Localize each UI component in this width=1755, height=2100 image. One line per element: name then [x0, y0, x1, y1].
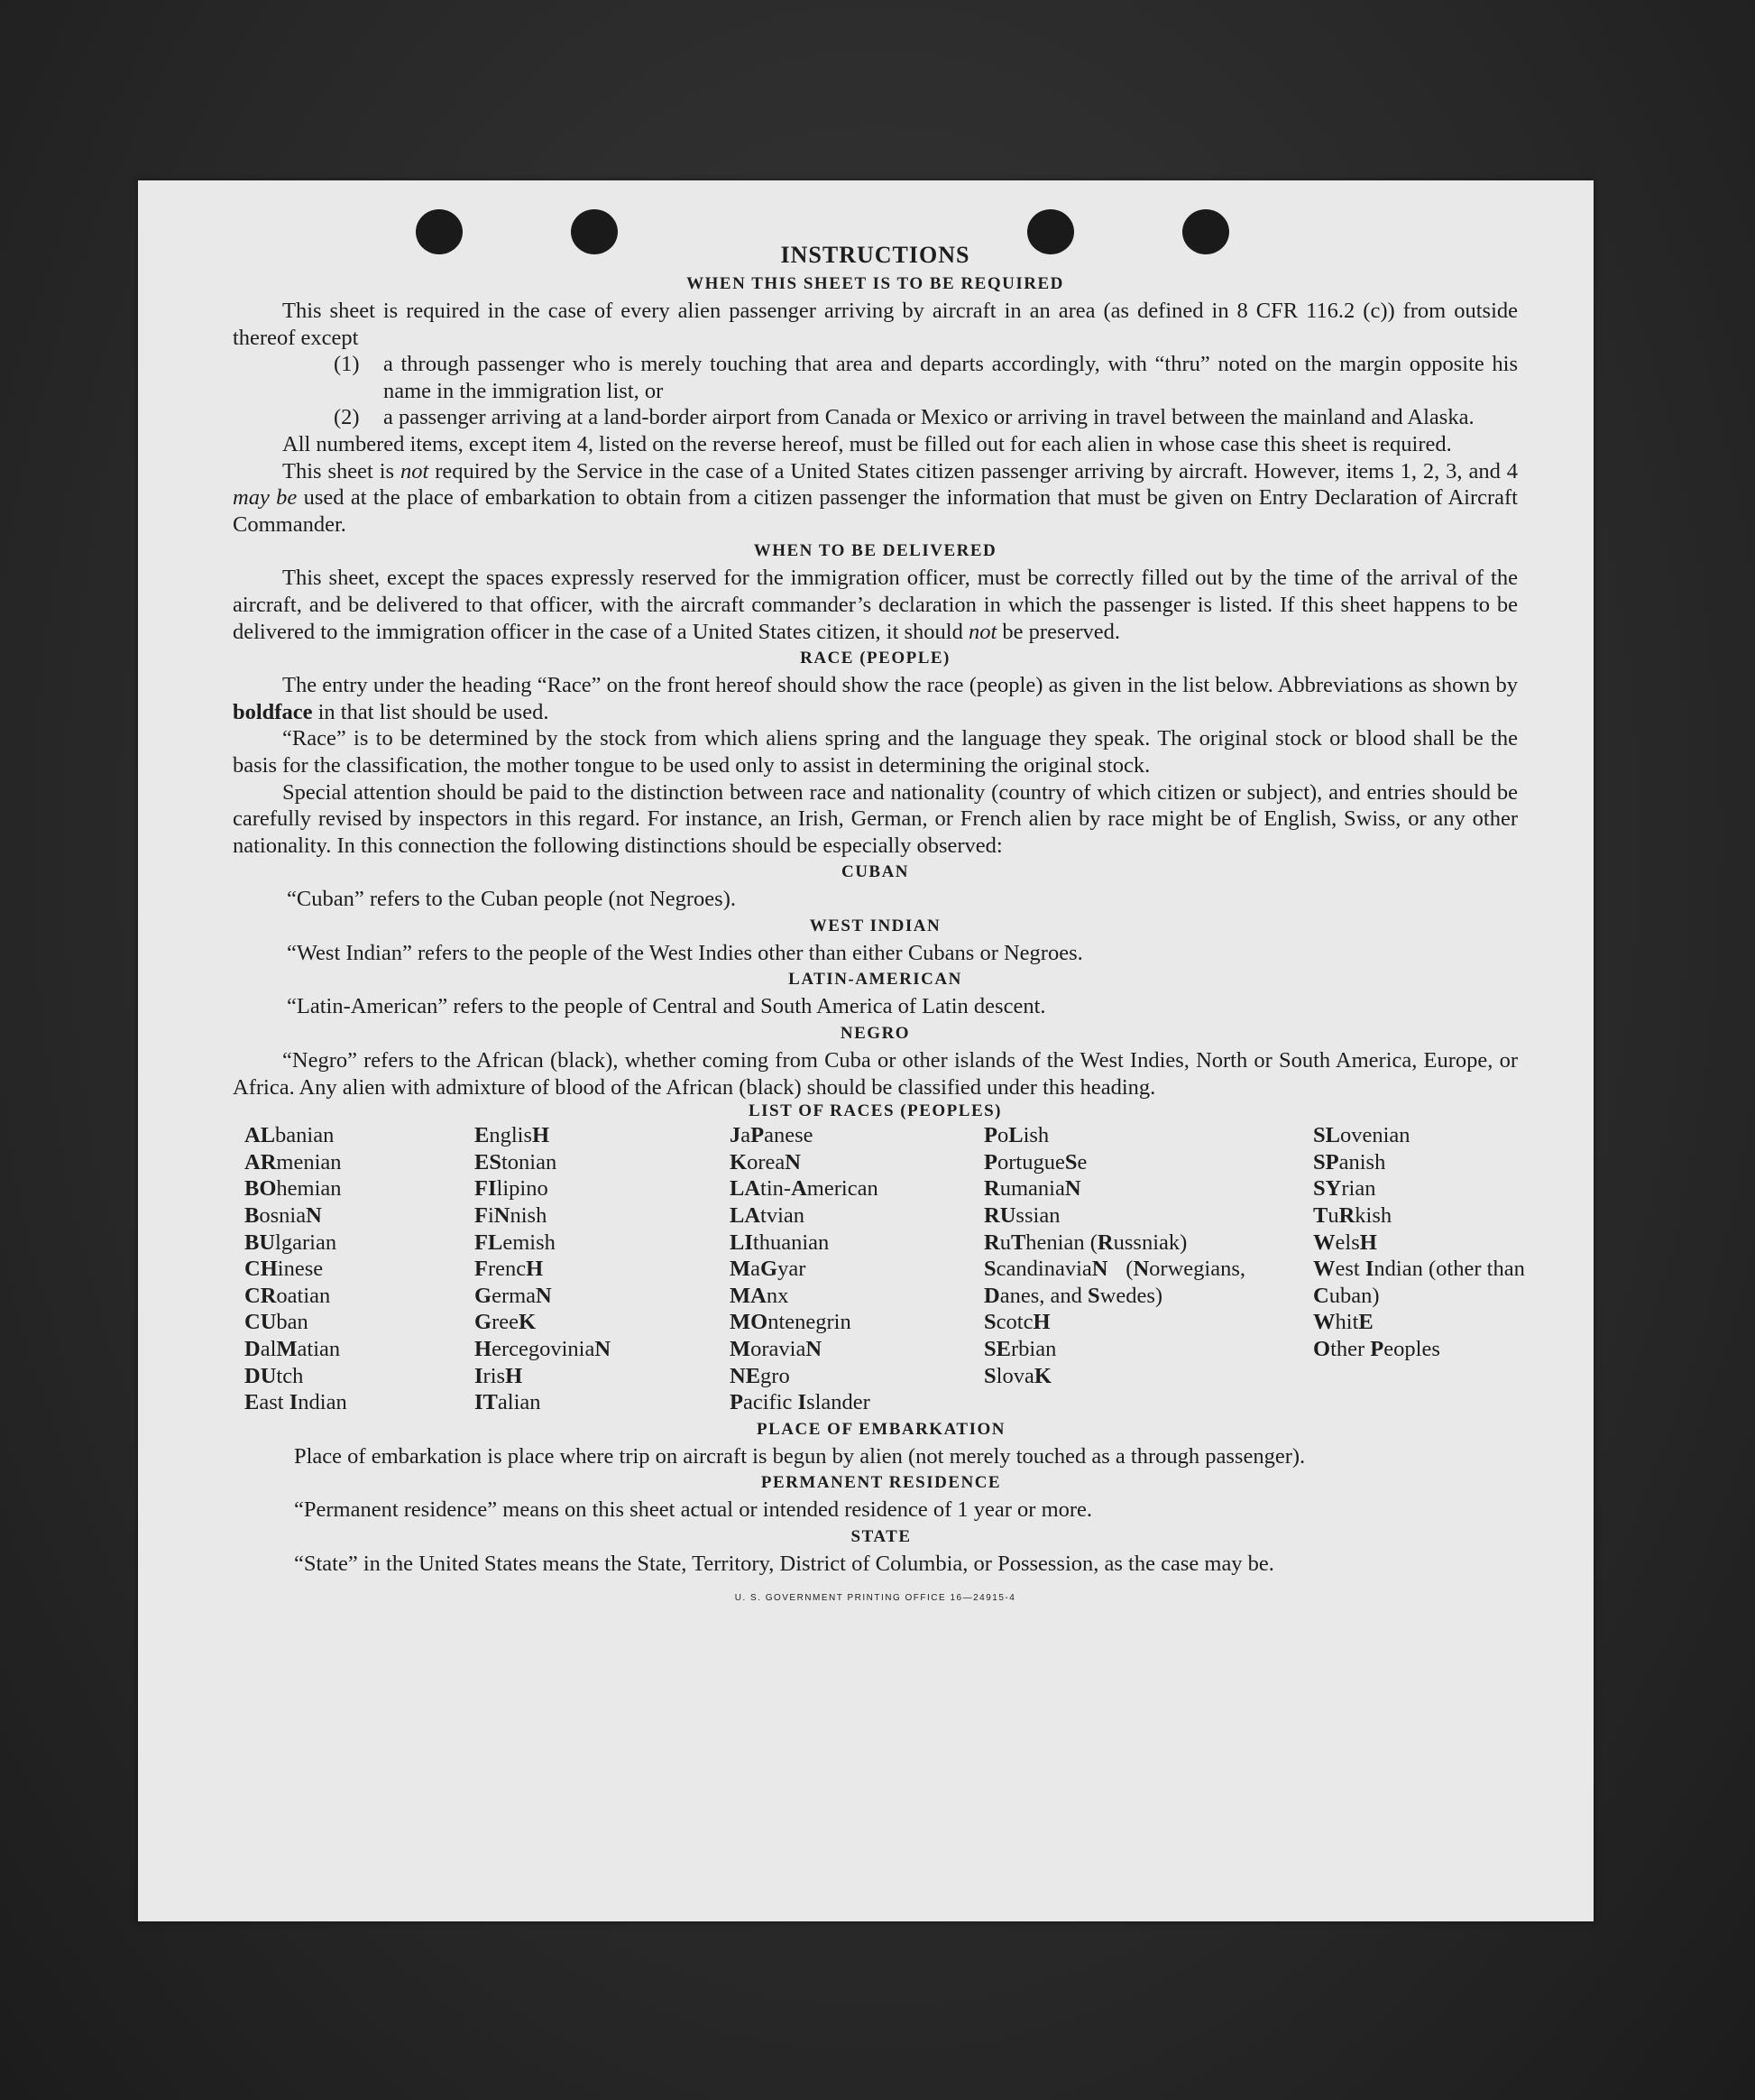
place-of-embarkation-text: Place of embarkation is place where trip on aircraft is begun by alien (not merely touched as a through passenger). — [294, 1443, 1306, 1469]
section-heading-negro: NEGRO — [840, 1024, 911, 1044]
exception-item: (2) a passenger arriving at a land-border airport from Canada or Mexico or arriving in travel between the mainland and Alaska. — [334, 405, 1475, 430]
list-item: MoraviaN — [730, 1337, 822, 1361]
when-delivered-text: This sheet, except the spaces expressly reserved for the immigration officer, must be correctly filled out by the time of the arrival of the aircraft, and be delivered to that officer, with the aircraft commander’s declaration in which the passenger is listed. If this sheet happens to be delivered to the immigration officer in the case of a United States citizen, it should not be preserved. — [233, 566, 1518, 644]
race-column — [730, 1122, 984, 1416]
race-column — [244, 1122, 474, 1416]
list-item: FrencH — [474, 1257, 544, 1282]
document-content — [233, 240, 1525, 1611]
list-item: SYrian — [1313, 1176, 1376, 1202]
list-item: EnglisH — [474, 1123, 550, 1148]
when-required-para2: All numbered items, except item 4, listed on the reverse hereof, must be filled out for each alien in whose case this sheet is required. — [282, 431, 1452, 456]
list-item: SPanish — [1313, 1149, 1386, 1174]
section-heading-west-indian: WEST INDIAN — [809, 916, 942, 935]
list-item: ARmenian — [244, 1149, 342, 1174]
negro-definition: “Negro” refers to the African (black), whether coming from Cuba or other islands of the West Indies, North or South America, Europe, or Africa. Any alien with admixture of blood of the African (black) should be classified under this heading. — [233, 1048, 1518, 1100]
race-para2: “Race” is to be determined by the stock from which aliens spring and the language they speak. The original stock or blood shall be the basis for the classification, the mother tongue to be used only to assist in determining the original stock. — [233, 726, 1518, 778]
race-para3: Special attention should be paid to the distinction between race and nationality (country of which citizen or subject), and entries should be carefully revised by inspectors in this regard. For instance, an Irish, German, or French alien by race might be of English, Swiss, or any other nationality. In this connection the following distinctions should be especially observed: — [233, 779, 1518, 858]
section-heading-state: STATE — [850, 1526, 912, 1546]
list-item: ITalian — [474, 1390, 541, 1415]
section-heading-permanent-residence: PERMANENT RESIDENCE — [760, 1473, 1002, 1493]
list-item: KoreaN — [730, 1149, 801, 1174]
list-item: Other Peoples — [1313, 1337, 1440, 1361]
list-item: East Indian — [244, 1390, 347, 1415]
list-item: BosniaN — [244, 1203, 322, 1229]
list-item: BUlgarian — [244, 1230, 337, 1255]
list-item: SlovaK — [984, 1363, 1052, 1388]
section-heading-when-delivered: WHEN TO BE DELIVERED — [753, 541, 997, 561]
race-column — [984, 1122, 1313, 1416]
list-item: PoLish — [984, 1123, 1050, 1148]
list-item: GermaN — [474, 1283, 552, 1308]
section-heading-race: RACE (PEOPLE) — [800, 649, 951, 668]
list-item: WelsH — [1313, 1230, 1377, 1255]
list-item: FLemish — [474, 1230, 556, 1255]
list-item: BOhemian — [244, 1176, 342, 1202]
list-item: CUban — [244, 1310, 308, 1335]
race-column — [474, 1122, 730, 1416]
list-item: MaGyar — [730, 1257, 806, 1282]
list-item: CRoatian — [244, 1283, 331, 1308]
list-item: DUtch — [244, 1363, 304, 1388]
list-item: LIthuanian — [730, 1230, 830, 1255]
list-of-races — [244, 1122, 1525, 1416]
exception-item: (1) a through passenger who is merely touching that area and departs accordingly, with “thru” noted on the margin opposite his name in the immigration list, or — [334, 352, 1518, 403]
list-item: WhitE — [1313, 1310, 1374, 1335]
list-item: ScotcH — [984, 1310, 1051, 1335]
list-item: ALbanian — [244, 1123, 335, 1148]
west-indian-definition: “West Indian” refers to the people of the West Indies other than either Cubans or Negroes. — [287, 940, 1083, 965]
list-item: JaPanese — [730, 1123, 813, 1148]
list-item: NEgro — [730, 1363, 790, 1388]
when-required-para3: This sheet is not required by the Service in the case of a United States citizen passenger arriving by aircraft. However, items 1, 2, 3, and 4 may be used at the place of embarkation to obtain from a citizen passenger the information that must be given on Entry Declaration of Aircraft Commander. — [233, 458, 1518, 537]
permanent-residence-text: “Permanent residence” means on this sheet actual or intended residence of 1 year or more. — [294, 1497, 1093, 1523]
list-item: HercegoviniaN — [474, 1337, 611, 1361]
section-heading-latin-american: LATIN-AMERICAN — [788, 970, 962, 990]
list-item: RuThenian (Russniak) — [984, 1230, 1188, 1255]
list-item: SErbian — [984, 1337, 1057, 1361]
list-item: GreeK — [474, 1310, 537, 1335]
list-item: PortugueSe — [984, 1149, 1088, 1174]
list-item: SLovenian — [1313, 1123, 1410, 1148]
printing-office-footer: U. S. GOVERNMENT PRINTING OFFICE 16—24915-4 — [734, 1592, 1016, 1603]
list-item: IrisH — [474, 1363, 523, 1388]
list-item: TuRkish — [1313, 1203, 1392, 1229]
list-item: MOntenegrin — [730, 1310, 851, 1335]
list-item: Pacific Islander — [730, 1390, 870, 1415]
list-item: CHinese — [244, 1257, 324, 1282]
list-item: LAtvian — [730, 1203, 805, 1229]
list-item: RumaniaN — [984, 1176, 1081, 1202]
list-item: RUssian — [984, 1203, 1061, 1229]
document-sheet — [138, 180, 1594, 1921]
race-para1: The entry under the heading “Race” on the front hereof should show the race (people) as given in the list below. Abbreviations as shown by boldface in that list should be used. — [233, 673, 1518, 724]
list-item: West Indian (other than Cuban) — [1313, 1257, 1525, 1308]
list-item: LAtin-American — [730, 1176, 878, 1202]
document-title: INSTRUCTIONS — [780, 242, 970, 268]
list-item: MAnx — [730, 1283, 789, 1308]
list-item: EStonian — [474, 1149, 557, 1174]
section-heading-when-required: WHEN THIS SHEET IS TO BE REQUIRED — [686, 274, 1064, 293]
race-column — [1313, 1122, 1548, 1416]
list-item: ScandinaviaN (Norwegians, Danes, and Swedes) — [984, 1257, 1245, 1308]
latin-american-definition: “Latin-American” refers to the people of Central and South America of Latin descent. — [287, 994, 1046, 1019]
list-item: FIlipino — [474, 1176, 548, 1202]
section-heading-place-of-embarkation: PLACE OF EMBARKATION — [757, 1419, 1006, 1439]
section-heading-list-of-races: LIST OF RACES (PEOPLES) — [748, 1101, 1003, 1121]
section-heading-cuban: CUBAN — [841, 862, 910, 882]
state-text: “State” in the United States means the State, Territory, District of Columbia, or Possession, as the case may be. — [294, 1551, 1274, 1576]
when-required-intro: This sheet is required in the case of every alien passenger arriving by aircraft in an area (as defined in 8 CFR 116.2 (c)) from outside thereof except — [233, 299, 1518, 350]
list-item: DalMatian — [244, 1337, 341, 1361]
list-item: FiNnish — [474, 1203, 547, 1229]
cuban-definition: “Cuban” refers to the Cuban people (not Negroes). — [287, 887, 736, 912]
